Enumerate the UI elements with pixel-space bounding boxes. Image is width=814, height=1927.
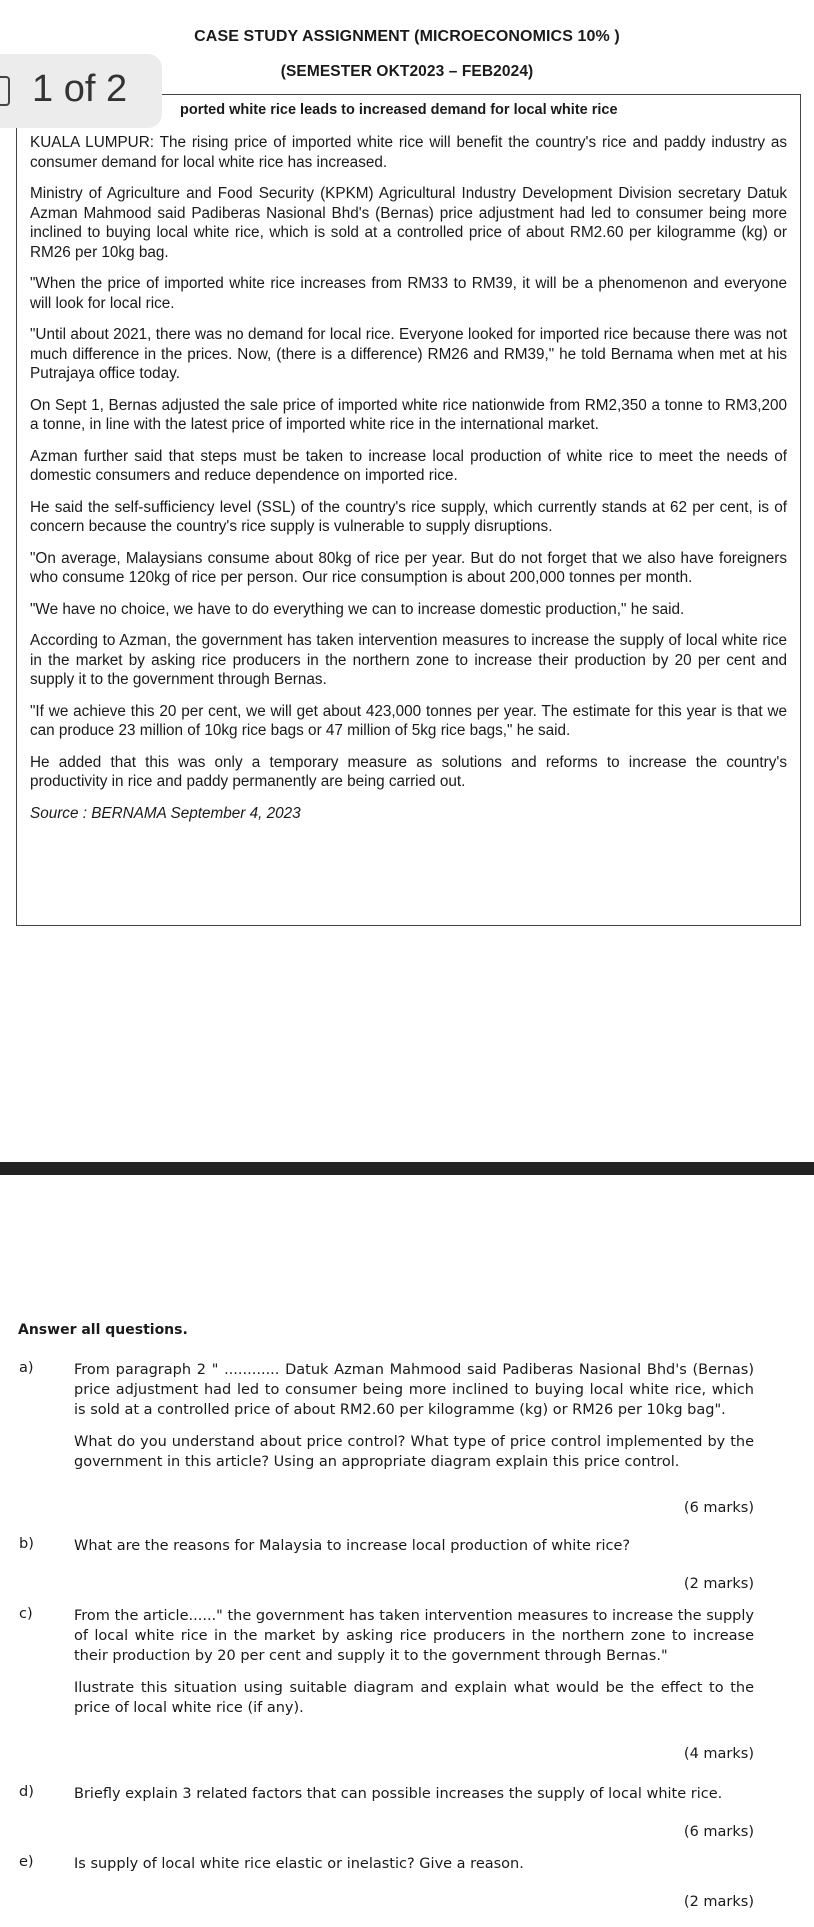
questions-heading: Answer all questions. — [18, 1322, 188, 1338]
article-body — [30, 133, 787, 835]
article-paragraph: On Sept 1, Bernas adjusted the sale price of imported white rice nationwide from RM2,350 a tonne to RM3,200 a tonne, in line with the latest price of imported white rice in the international market. — [30, 396, 787, 433]
question-marks: (2 marks) — [683, 1576, 754, 1592]
page-divider — [0, 1162, 814, 1175]
article-paragraph: Ministry of Agriculture and Food Security (KPKM) Agricultural Industry Development Division secretary Datuk Azman Mahmood said Padiberas Nasional Bhd's (Bernas) price adjustment had led to consumer being more inclined to buying local white rice, which is sold at a controlled price of about RM2.60 per kilogramme (kg) or RM26 per 10kg bag. — [30, 185, 787, 261]
article-source: Source : BERNAMA September 4, 2023 — [30, 804, 301, 822]
article-paragraph: "Until about 2021, there was no demand for local rice. Everyone looked for imported rice because there was not much difference in the prices. Now, (there is a difference) RM26 and RM39," he told Bernama when met at his Putrajaya office today. — [30, 326, 787, 382]
article-box — [16, 94, 801, 926]
article-paragraph: Azman further said that steps must be taken to increase local production of white rice to meet the needs of domestic consumers and reduce dependence on imported rice. — [30, 447, 787, 484]
question-label: a) — [19, 1360, 34, 1376]
question-text — [74, 1606, 754, 1730]
question-paragraph: From paragraph 2 " ............ Datuk Azman Mahmood said Padiberas Nasional Bhd's (Bernas) price adjustment had led to consumer being more inclined to buying local white rice, which is sold at a controlled price of about RM2.60 per kilogramme (kg) or RM26 per 10kg bag". — [74, 1362, 754, 1418]
article-paragraph: "If we achieve this 20 per cent, we will get about 423,000 tonnes per year. The estimate for this year is that we can produce 23 million of 10kg rice bags or 47 million of 5kg rice bags," he said. — [30, 702, 787, 739]
question-paragraph: Ilustrate this situation using suitable diagram and explain what would be the effect to the price of local white rice (if any). — [74, 1680, 754, 1716]
question-text — [74, 1854, 754, 1886]
question-marks: (6 marks) — [683, 1824, 754, 1840]
article-paragraph: He added that this was only a temporary measure as solutions and reforms to increase the country's productivity in rice and paddy permanently are being carried out. — [30, 753, 787, 790]
page-icon — [0, 76, 10, 106]
article-paragraph: "On average, Malaysians consume about 80kg of rice per year. But do not forget that we also have foreigners who consume 120kg of rice per person. Our rice consumption is about 200,000 tonnes per month. — [30, 549, 787, 586]
article-paragraph: "We have no choice, we have to do everything we can to increase domestic production," he said. — [30, 600, 685, 618]
assignment-title: CASE STUDY ASSIGNMENT (MICROECONOMICS 10% ) — [194, 28, 620, 45]
article-headline: ported white rice leads to increased demand for local white rice — [180, 102, 618, 118]
article-paragraph: KUALA LUMPUR: The rising price of imported white rice will benefit the country's rice and paddy industry as consumer demand for local white rice has increased. — [30, 134, 787, 171]
question-text — [74, 1360, 754, 1484]
question-label: c) — [19, 1606, 33, 1622]
question-paragraph: Is supply of local white rice elastic or inelastic? Give a reason. — [74, 1856, 524, 1872]
question-label: e) — [19, 1854, 34, 1870]
question-marks: (2 marks) — [683, 1894, 754, 1910]
page-indicator-text: 1 of 2 — [32, 68, 128, 110]
semester-title: (SEMESTER OKT2023 – FEB2024) — [280, 63, 534, 80]
question-paragraph: What are the reasons for Malaysia to increase local production of white rice? — [74, 1538, 631, 1554]
article-paragraph: He said the self-sufficiency level (SSL) of the country's rice supply, which currently stands at 62 per cent, is of concern because the country's rice supply is vulnerable to supply disruptions. — [30, 498, 787, 535]
question-paragraph: Briefly explain 3 related factors that can possible increases the supply of local white rice. — [74, 1786, 723, 1802]
article-paragraph: According to Azman, the government has taken intervention measures to increase the supply of local white rice in the market by asking rice producers in the northern zone to increase their production by 20 per cent and supply it to the government through Bernas. — [30, 632, 787, 688]
question-paragraph: From the article......" the government has taken intervention measures to increase the supply of local white rice in the market by asking rice producers in the northern zone to increase their production by 20 per cent and supply it to the government through Bernas." — [74, 1608, 754, 1664]
question-text — [74, 1536, 754, 1568]
question-label: b) — [19, 1536, 34, 1552]
question-paragraph: What do you understand about price control? What type of price control implemented by the government in this article? Using an appropriate diagram explain this price control. — [74, 1434, 754, 1470]
page-indicator — [0, 54, 162, 128]
question-marks: (4 marks) — [683, 1746, 754, 1762]
question-marks: (6 marks) — [683, 1500, 754, 1516]
question-label: d) — [19, 1784, 34, 1800]
question-text — [74, 1784, 754, 1816]
article-paragraph: "When the price of imported white rice increases from RM33 to RM39, it will be a phenomenon and everyone will look for local rice. — [30, 275, 787, 312]
